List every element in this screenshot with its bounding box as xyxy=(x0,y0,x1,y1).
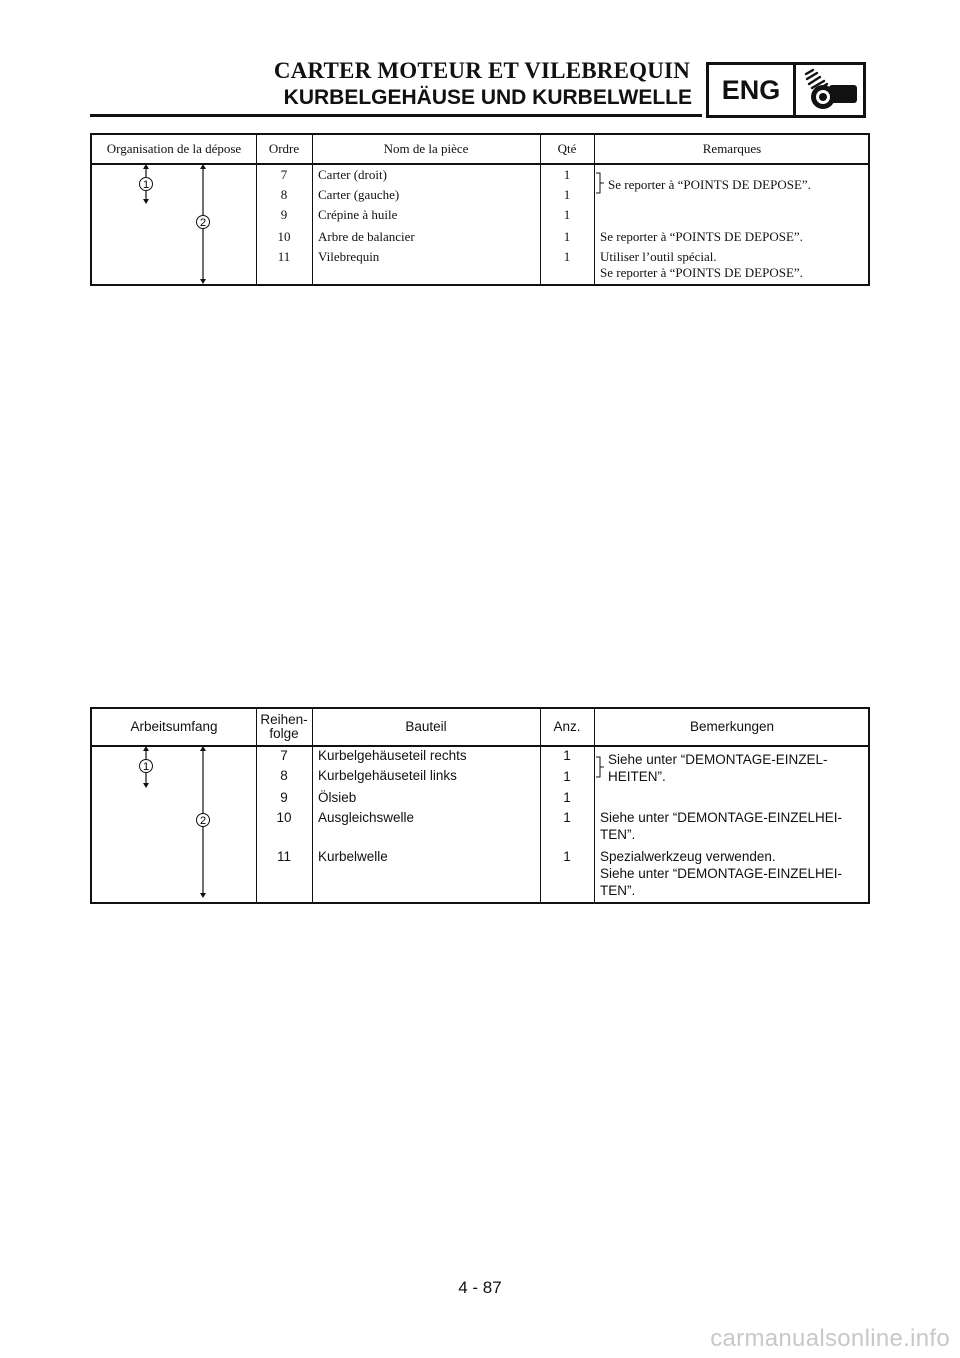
row-part-name: Ölsieb xyxy=(318,790,357,805)
remark-row-10: Se reporter à “POINTS DE DEPOSE”. xyxy=(600,229,803,244)
remark-bracket-7-8: Se reporter à “POINTS DE DEPOSE”. xyxy=(608,177,811,192)
remark-row-10-line2: TEN”. xyxy=(600,827,636,842)
col-header-order-line1: Reihen- xyxy=(260,712,308,727)
row-part-name: Vilebrequin xyxy=(318,249,380,264)
remark-row-11-line2: Se reporter à “POINTS DE DEPOSE”. xyxy=(600,265,803,280)
col-header-qty: Qté xyxy=(557,141,577,156)
section-badge-label: ENG xyxy=(709,65,796,115)
row-qty: 1 xyxy=(563,810,571,825)
row-part-name: Crépine à huile xyxy=(318,207,398,222)
row-part-name: Ausgleichswelle xyxy=(318,810,415,825)
row-qty: 1 xyxy=(563,167,571,182)
row-part-name: Carter (gauche) xyxy=(318,187,400,202)
row-qty: 1 xyxy=(563,849,571,864)
column-divider xyxy=(594,135,595,284)
step-marker-2: 2 xyxy=(199,815,207,827)
title-underline xyxy=(90,114,702,117)
step-marker-2: 2 xyxy=(199,217,207,229)
column-divider xyxy=(312,709,313,902)
section-badge xyxy=(706,62,866,118)
col-header-organisation: Organisation de la dépose xyxy=(106,141,242,156)
row-order: 11 xyxy=(276,849,291,864)
row-qty: 1 xyxy=(563,207,571,222)
bracket xyxy=(594,745,608,785)
column-divider xyxy=(256,135,257,284)
col-header-order-line2: folge xyxy=(269,726,299,741)
row-qty: 1 xyxy=(563,249,571,264)
row-qty: 1 xyxy=(563,229,571,244)
row-order: 9 xyxy=(280,790,288,805)
watermark: carmanualsonline.info xyxy=(710,1325,950,1352)
row-order: 7 xyxy=(280,167,288,182)
row-qty: 1 xyxy=(563,769,571,784)
step-marker-1: 1 xyxy=(142,761,150,773)
page-title-de: KURBELGEHÄUSE UND KURBELWELLE xyxy=(283,86,692,109)
row-qty: 1 xyxy=(563,748,571,763)
table-header xyxy=(92,135,868,165)
table-header xyxy=(92,709,868,747)
col-header-qty: Anz. xyxy=(553,719,581,734)
bracket xyxy=(594,163,608,199)
row-order: 10 xyxy=(276,810,292,825)
engine-wrench-icon xyxy=(796,65,863,115)
col-header-scope: Arbeitsumfang xyxy=(130,719,218,734)
remark-row-10-line1: Siehe unter “DEMONTAGE-EINZELHEI- xyxy=(600,810,843,825)
removal-table-de xyxy=(90,707,870,904)
column-divider xyxy=(312,135,313,284)
row-qty: 1 xyxy=(563,790,571,805)
row-part-name: Carter (droit) xyxy=(318,167,387,182)
column-divider xyxy=(594,709,595,902)
remark-row-11-line2: Siehe unter “DEMONTAGE-EINZELHEI- xyxy=(600,866,843,881)
col-header-order xyxy=(256,709,312,745)
col-header-part-name: Nom de la pièce xyxy=(383,141,469,156)
remark-bracket-line2: HEITEN”. xyxy=(608,769,666,784)
col-header-order: Ordre xyxy=(268,141,300,156)
row-part-name: Kurbelwelle xyxy=(318,849,388,864)
col-header-remarks: Remarques xyxy=(702,141,762,156)
row-order: 7 xyxy=(280,748,288,763)
column-divider xyxy=(256,709,257,902)
page-title-fr: CARTER MOTEUR ET VILEBREQUIN xyxy=(273,58,690,83)
remark-bracket-line1: Siehe unter “DEMONTAGE-EINZEL- xyxy=(608,752,828,767)
row-order: 8 xyxy=(280,187,288,202)
row-part-name: Kurbelgehäuseteil links xyxy=(318,768,457,783)
col-header-remarks: Bemerkungen xyxy=(689,719,775,734)
page-number: 4 - 87 xyxy=(458,1278,502,1297)
remark-row-11-line1: Spezialwerkzeug verwenden. xyxy=(600,849,776,864)
row-order: 9 xyxy=(280,207,288,222)
row-qty: 1 xyxy=(563,187,571,202)
row-part-name: Arbre de balancier xyxy=(318,229,415,244)
remark-row-11-line1: Utiliser l’outil spécial. xyxy=(600,249,717,264)
row-part-name: Kurbelgehäuseteil rechts xyxy=(318,748,467,763)
removal-table-fr xyxy=(90,133,870,286)
procedure-arrows xyxy=(92,745,256,905)
procedure-arrows xyxy=(92,163,256,287)
row-order: 8 xyxy=(280,768,288,783)
step-marker-1: 1 xyxy=(142,179,150,191)
col-header-part: Bauteil xyxy=(405,719,447,734)
row-order: 10 xyxy=(277,229,291,244)
row-order: 11 xyxy=(277,249,291,264)
remark-row-11-line3: TEN”. xyxy=(600,883,636,898)
